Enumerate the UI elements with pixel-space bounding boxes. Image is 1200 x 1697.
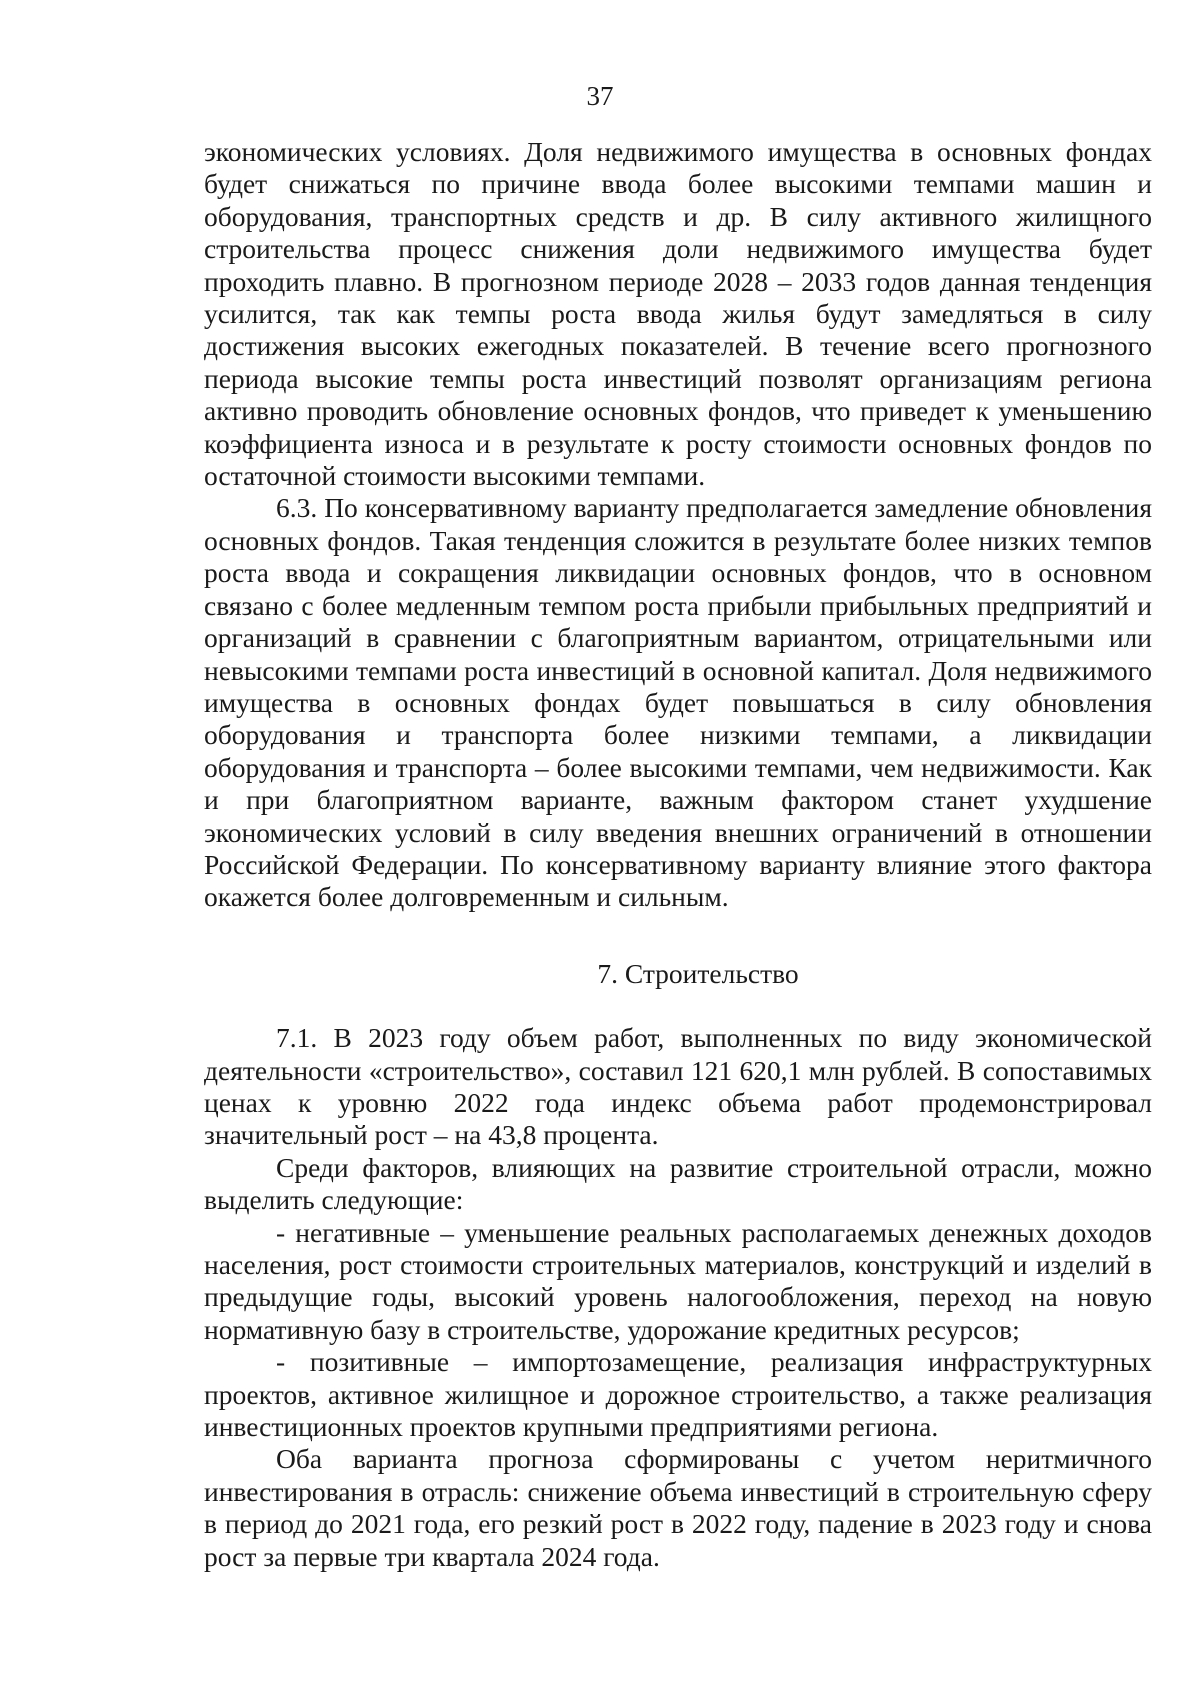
list-item-positive: - позитивные – импортозамещение, реализация инфраструктурных проектов, активное жилищное и дорожное строительство, а также реализация инвестиционных проектов крупными предприятиями региона. — [204, 1346, 1152, 1443]
section-heading: 7. Строительство — [597, 957, 799, 989]
paragraph-continuation: экономических условиях. Доля недвижимого имущества в основных фондах будет снижаться по причине ввода более высокими темпами машин и оборудования, транспортных средств и др. В силу активного жилищного строительства процесс снижения доли недвижимого имущества будет проходить плавно. В прогнозном периоде 2028 – 2033 годов данная тенденция усилится, так как темпы роста ввода жилья будут замедляться в силу достижения высоких ежегодных показателей. В течение всего прогнозного периода высокие темпы роста инвестиций позволят организациям региона активно проводить обновление основных фондов, что приведет к уменьшению коэффициента износа и в результате к росту стоимости основных фондов по остаточной стоимости высокими темпами. — [204, 136, 1152, 492]
paragraph-forecast-variants: Оба варианта прогноза сформированы с учетом неритмичного инвестирования в отрасль: снижение объема инвестиций в строительную сферу в период до 2021 года, его резкий рост в 2022 году, падение в 2023 году и снова рост за первые три квартала 2024 года. — [204, 1443, 1152, 1572]
paragraph-7-1: 7.1. В 2023 году объем работ, выполненных по виду экономической деятельности «строительство», составил 121 620,1 млн рублей. В сопоставимых ценах к уровню 2022 года индекс объема работ продемонстрировал значительный рост – на 43,8 процента. — [204, 1022, 1152, 1151]
paragraph-6-3: 6.3. По консервативному варианту предполагается замедление обновления основных фондов. Такая тенденция сложится в результате более низких темпов роста ввода и сокращения ликвидации основных фондов, что в основном связано с более медленным темпом роста прибыли прибыльных предприятий и организаций в сравнении с благоприятным вариантом, отрицательными или невысокими темпами роста инвестиций в основной капитал. Доля недвижимого имущества в основных фондах будет повышаться в силу обновления оборудования и транспорта более низкими темпами, а ликвидации оборудования и транспорта – более высокими темпами, чем недвижимости. Как и при благоприятном варианте, важным фактором станет ухудшение экономических условий в силу введения внешних ограничений в отношении Российской Федерации. По консервативному варианту влияние этого фактора окажется более долговременным и сильным. — [204, 492, 1152, 913]
page-number: 37 — [586, 81, 614, 111]
document-body — [204, 136, 1152, 1573]
list-item-negative: - негативные – уменьшение реальных располагаемых денежных доходов населения, рост стоимости строительных материалов, конструкций и изделий в предыдущие годы, высокий уровень налогообложения, переход на новую нормативную базу в строительстве, удорожание кредитных ресурсов; — [204, 1216, 1152, 1345]
paragraph-factors-intro: Среди факторов, влияющих на развитие строительной отрасли, можно выделить следующие: — [204, 1151, 1152, 1216]
